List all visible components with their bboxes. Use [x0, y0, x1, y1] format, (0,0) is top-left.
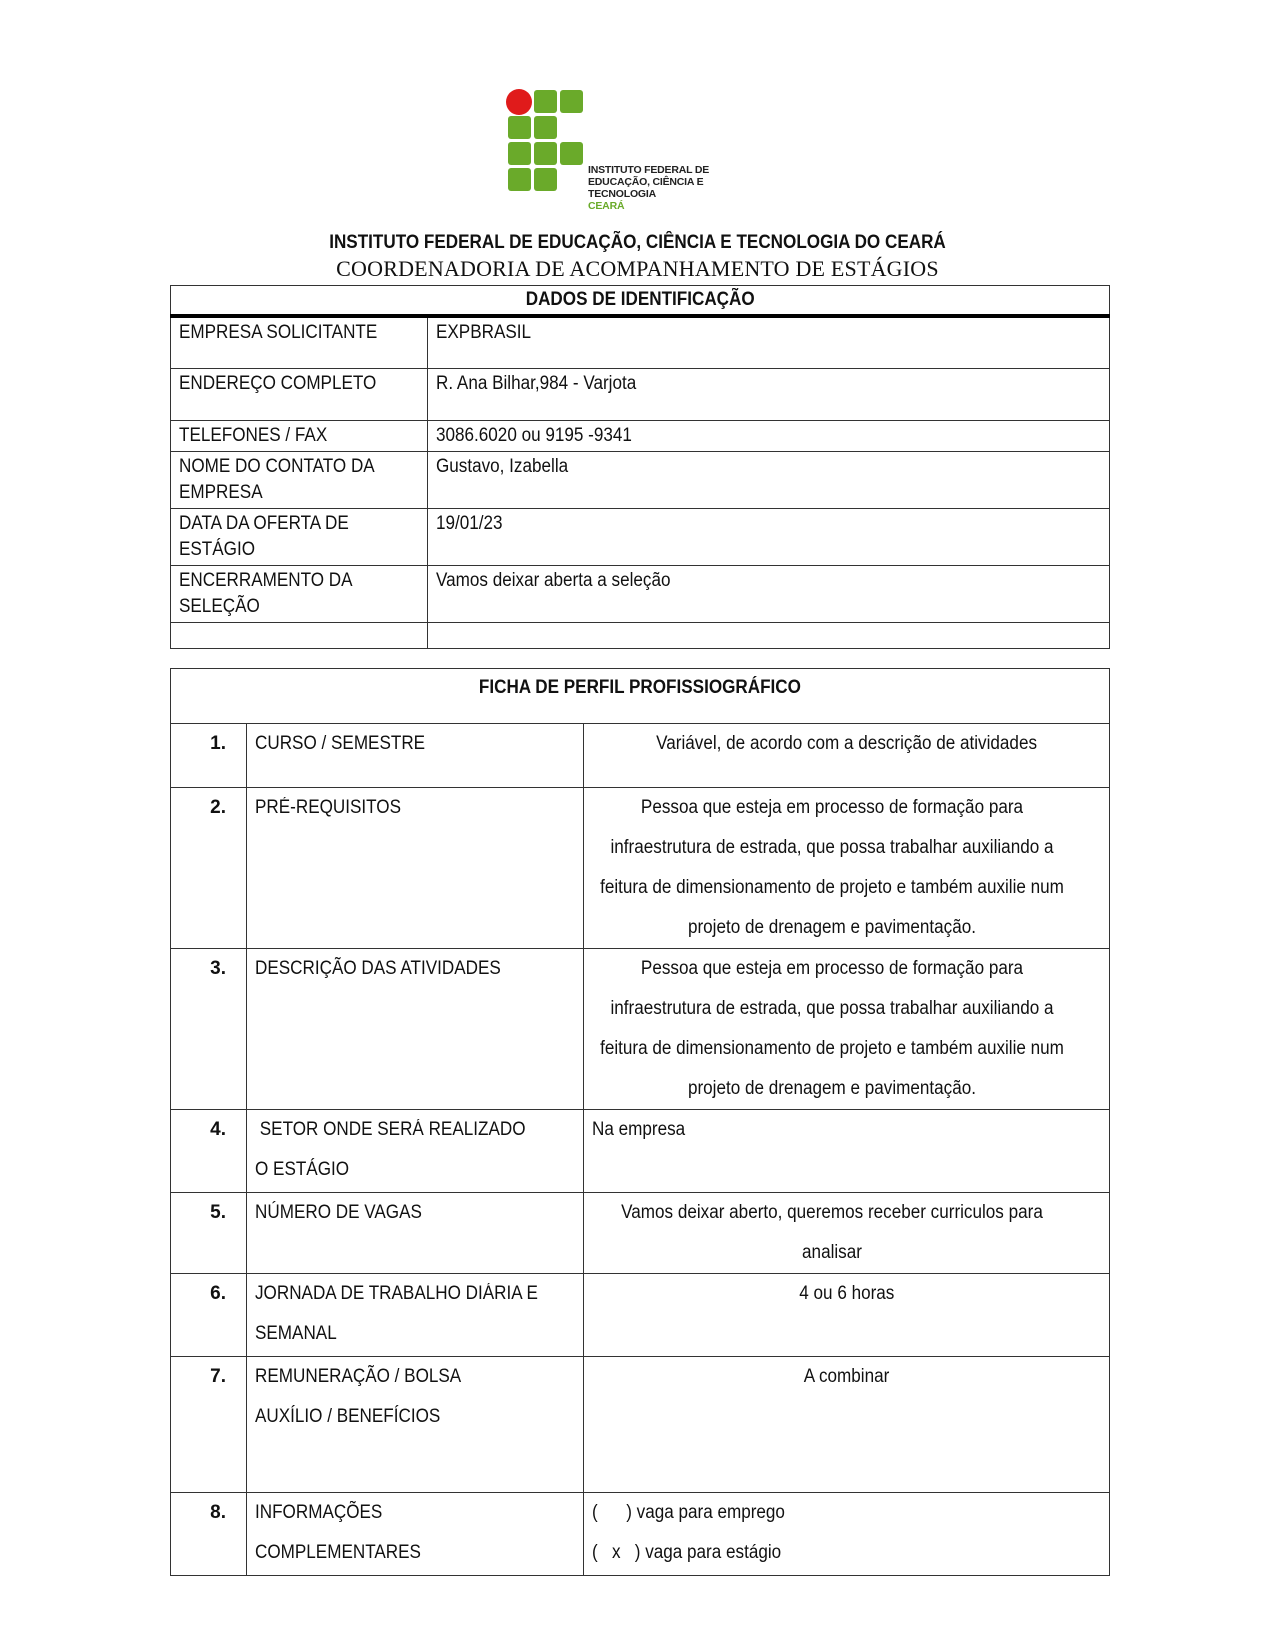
- table-row: [171, 508, 1110, 565]
- row-number: 7.: [171, 1357, 247, 1493]
- field-value: [584, 1493, 1110, 1576]
- field-label: [247, 724, 584, 788]
- field-label: [247, 1193, 584, 1274]
- field-label: [171, 368, 428, 420]
- checkbox-vaga-emprego[interactable]: [592, 1493, 1101, 1533]
- value-jornada: 4 ou 6 horas: [798, 1283, 895, 1304]
- field-value[interactable]: [428, 420, 1110, 451]
- label-empresa-solicitante: EMPRESA SOLICITANTE: [179, 322, 378, 343]
- value-endereco: R. Ana Bilhar,984 - Varjota: [436, 372, 637, 394]
- logo-square: [534, 116, 557, 139]
- field-label: [247, 1357, 584, 1493]
- row-number: 6.: [171, 1274, 247, 1357]
- logo-square: [560, 142, 583, 165]
- logo-square: [508, 142, 531, 165]
- field-value[interactable]: [428, 451, 1110, 508]
- identification-header-row: [171, 286, 1110, 317]
- checkbox-vaga-estagio[interactable]: [592, 1533, 1101, 1573]
- table-row: [171, 368, 1110, 420]
- field-label: [171, 622, 428, 648]
- row-number: 5.: [171, 1193, 247, 1274]
- value-empresa-solicitante: EXPBRASIL: [436, 322, 532, 343]
- value-setor: Na empresa: [592, 1119, 686, 1140]
- logo-square: [508, 168, 531, 191]
- logo-square: [534, 168, 557, 191]
- table-row: [171, 788, 1110, 949]
- logo-text-line1: INSTITUTO FEDERAL DE: [588, 164, 710, 176]
- table-row: [171, 1110, 1110, 1193]
- value-telefones: 3086.6020 ou 9195 -9341: [436, 424, 632, 446]
- label-data-oferta: DATA DA OFERTA DE ESTÁGIO: [179, 512, 349, 560]
- table-row: [171, 420, 1110, 451]
- table-row: [171, 1193, 1110, 1274]
- field-label: [171, 451, 428, 508]
- field-label: [171, 420, 428, 451]
- field-label: [247, 1274, 584, 1357]
- value-contato: Gustavo, Izabella: [436, 455, 569, 477]
- value-remuneracao: A combinar: [803, 1366, 890, 1387]
- logo-text-line3: CEARÁ: [588, 200, 625, 212]
- row-number: 1.: [171, 724, 247, 788]
- field-value[interactable]: [428, 368, 1110, 420]
- table-row: [171, 1493, 1110, 1576]
- field-label: [171, 316, 428, 368]
- table-row: [171, 1274, 1110, 1357]
- institution-title: INSTITUTO FEDERAL DE EDUCAÇÃO, CIÊNCIA E TECNOLOGIA DO CEARÁ: [329, 232, 946, 253]
- value-vagas: Vamos deixar aberto, queremos receber curriculos para analisar: [621, 1202, 1043, 1263]
- field-value[interactable]: [428, 622, 1110, 648]
- value-data-oferta: 19/01/23: [436, 512, 503, 534]
- profile-table: [170, 668, 1110, 1576]
- label-informacoes: INFORMAÇÕES COMPLEMENTARES: [255, 1502, 421, 1563]
- profile-title: [171, 669, 1110, 724]
- field-value[interactable]: [584, 788, 1110, 949]
- option-vaga-emprego: ( ) vaga para emprego: [592, 1502, 785, 1523]
- field-label: [171, 508, 428, 565]
- label-telefones: TELEFONES / FAX: [179, 424, 328, 446]
- label-descricao: DESCRIÇÃO DAS ATIVIDADES: [255, 958, 501, 979]
- row-number: 2.: [171, 788, 247, 949]
- profile-title-text: FICHA DE PERFIL PROFISSIOGRÁFICO: [478, 677, 802, 698]
- logo-text: [588, 164, 768, 212]
- identification-table: [170, 285, 1110, 649]
- field-value[interactable]: [584, 1357, 1110, 1493]
- value-pre-requisitos: Pessoa que esteja em processo de formação para infraestrutura de estrada, que possa trabalhar auxiliando a feitura de dimensionamento de projeto e também auxilie num projeto de drenagem e pavimentação.: [600, 797, 1064, 938]
- logo-square: [560, 90, 583, 113]
- row-number: 3.: [171, 949, 247, 1110]
- table-row: [171, 724, 1110, 788]
- identification-title-text: DADOS DE IDENTIFICAÇÃO: [525, 289, 755, 310]
- field-value[interactable]: [584, 1193, 1110, 1274]
- row-number: 8.: [171, 1493, 247, 1576]
- value-encerramento: Vamos deixar aberta a seleção: [436, 569, 671, 591]
- ifce-logo: [508, 90, 768, 212]
- identification-title: [171, 286, 1110, 317]
- option-vaga-estagio: ( x ) vaga para estágio: [592, 1542, 782, 1563]
- label-jornada: JORNADA DE TRABALHO DIÁRIA E SEMANAL: [255, 1283, 538, 1344]
- logo-square: [508, 116, 531, 139]
- table-row: [171, 451, 1110, 508]
- field-value[interactable]: [428, 508, 1110, 565]
- label-vagas: NÚMERO DE VAGAS: [255, 1202, 422, 1223]
- value-curso: Variável, de acordo com a descrição de atividades: [656, 733, 1037, 754]
- table-row: [171, 316, 1110, 368]
- label-endereco: ENDEREÇO COMPLETO: [179, 372, 377, 394]
- field-label: [247, 1110, 584, 1193]
- label-remuneracao: REMUNERAÇÃO / BOLSA AUXÍLIO / BENEFÍCIOS: [255, 1366, 461, 1427]
- field-value[interactable]: [584, 724, 1110, 788]
- field-label: [247, 788, 584, 949]
- logo-square: [534, 90, 557, 113]
- logo-red-dot: [506, 89, 532, 115]
- table-row: [171, 565, 1110, 622]
- logo-square: [534, 142, 557, 165]
- row-number: 4.: [171, 1110, 247, 1193]
- profile-header-row: [171, 669, 1110, 724]
- table-row-empty: [171, 622, 1110, 648]
- field-value[interactable]: [584, 1110, 1110, 1193]
- field-value[interactable]: [428, 565, 1110, 622]
- table-row: [171, 949, 1110, 1110]
- table-row: [171, 1357, 1110, 1493]
- field-value[interactable]: [584, 949, 1110, 1110]
- field-label: [247, 1493, 584, 1576]
- field-label: [171, 565, 428, 622]
- field-label: [247, 949, 584, 1110]
- field-value[interactable]: [584, 1274, 1110, 1357]
- label-contato: NOME DO CONTATO DA EMPRESA: [179, 455, 374, 503]
- department-title: COORDENADORIA DE ACOMPANHAMENTO DE ESTÁGIOS: [336, 256, 939, 281]
- label-curso: CURSO / SEMESTRE: [255, 733, 426, 754]
- label-setor: SETOR ONDE SERÁ REALIZADO O ESTÁGIO: [255, 1119, 531, 1180]
- value-descricao: Pessoa que esteja em processo de formação para infraestrutura de estrada, que possa trabalhar auxiliando a feitura de dimensionamento de projeto e também auxilie num projeto de drenagem e pavimentação.: [600, 958, 1064, 1099]
- label-pre-requisitos: PRÉ-REQUISITOS: [255, 797, 402, 818]
- field-value[interactable]: [428, 316, 1110, 368]
- logo-text-line2: EDUCAÇÃO, CIÊNCIA E TECNOLOGIA: [588, 176, 704, 200]
- label-encerramento: ENCERRAMENTO DA SELEÇÃO: [179, 569, 352, 617]
